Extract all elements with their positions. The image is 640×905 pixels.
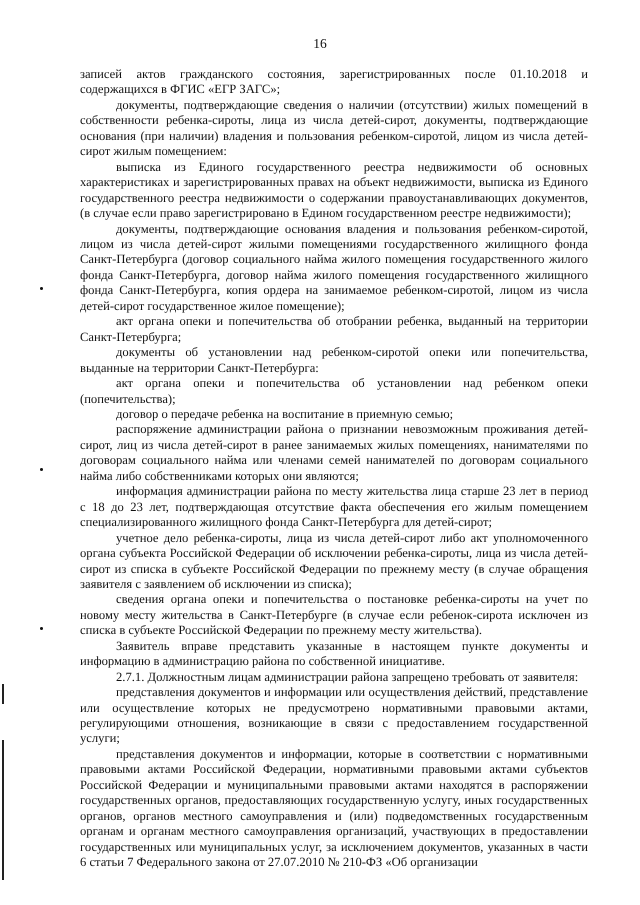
scan-edge-line: [2, 740, 4, 880]
paragraph: 2.7.1. Должностным лицам администрации района запрещено требовать от заявителя:: [116, 669, 579, 684]
paragraph: документы, подтверждающие основания владения и пользования ребенком-сиротой, лицом из числа детей-сирот жилыми помещениями государственного жилищного фонда Санкт-Петербурга (договор социального найма жилого помещения государственного жилого фонда Санкт-Петербурга, договор найма жилого помещения государственного жилищного фонда Санкт-Петербурга, копия ордера на занимаемое ребенком-сиротой, лицом из числа детей-сирот государственное жилое помещение);: [80, 221, 588, 313]
scan-speck: [40, 468, 43, 471]
paragraph: выписка из Единого государственного реестра недвижимости об основных характеристиках и зарегистрированных правах на объект недвижимости, выписка из Единого государственного реестра недвижимости о содержании правоустанавливающих документов, (в случае если право зарегистрировано в Едином государственном реестре недвижимости);: [80, 159, 588, 221]
scan-speck: [40, 627, 43, 630]
scan-edge-line: [2, 684, 4, 704]
paragraph: сведения органа опеки и попечительства о постановке ребенка-сироты на учет по новому месту жительства в Санкт-Петербурге (в случае если ребенок-сирота исключен из списка в субъекте Российской Федерации по прежнему месту жительства).: [80, 592, 588, 638]
paragraph: представления документов и информации, которые в соответствии с нормативными правовыми актами Российской Федерации, нормативными правовыми актами субъектов Российской Федерации и муниципальными правовыми актами находятся в распоряжении государственных органов, предоставляющих государственную услугу, иных государственных органов, органов местного самоуправления и (или) подведомственных государственным органам и органам местного самоуправления организаций, участвующих в предоставлении государственных или муниципальных услуг, за исключением документов, указанных в части 6 статьи 7 Федерального закона от 27.07.2010 № 210-ФЗ «Об организации: [80, 746, 588, 870]
paragraph: акт органа опеки и попечительства об установлении над ребенком опеки (попечительства);: [80, 376, 588, 406]
paragraph: информация администрации района по месту жительства лица старше 23 лет в период с 18 до 23 лет, подтверждающая отсутствие факта обеспечения его жилым помещением специализированного жилищного фонда Санкт-Петербурга для детей-сирот;: [80, 484, 588, 530]
paragraph: распоряжение администрации района о признании невозможным проживания детей-сирот, лиц из числа детей-сирот в ранее занимаемых жилых помещениях, нанимателями по договорам социального найма или членами семей нанимателей по договорам социального найма либо собственниками которых они являются;: [80, 422, 588, 483]
paragraph: документы, подтверждающие сведения о наличии (отсутствии) жилых помещений в собственности ребенка-сироты, лица из числа детей-сирот, документы, подтверждающие основания (при наличии) владения и пользования ребенком-сиротой, лицом из числа детей-сирот жилым помещением:: [80, 97, 588, 159]
scan-speck: [40, 287, 43, 290]
paragraph: договор о передаче ребенка на воспитание в приемную семью;: [116, 406, 454, 421]
paragraph: акт органа опеки и попечительства об отобрании ребенка, выданный на территории Санкт-Петербурга;: [80, 314, 588, 344]
paragraph: документы об установлении над ребенком-сиротой опеки или попечительства, выданные на территории Санкт-Петербурга:: [80, 345, 588, 375]
paragraph: учетное дело ребенка-сироты, лица из числа детей-сирот либо акт уполномоченного органа субъекта Российской Федерации об исключении ребенка-сироты, лица из числа детей-сирот из списка в субъекте Российской Федерации по прежнему месту (в случае обращения заявителя с заявлением об исключении из списка);: [80, 530, 588, 591]
body-text: [80, 67, 588, 871]
page-number: 16: [313, 36, 327, 51]
paragraph: Заявитель вправе представить указанные в настоящем пункте документы и информацию в администрацию района по собственной инициативе.: [80, 638, 588, 669]
paragraph: записей актов гражданского состояния, зарегистрированных после 01.10.2018 и содержащихся в ФГИС «ЕГР ЗАГС»;: [80, 67, 588, 97]
paragraph: представления документов и информации или осуществления действий, представление или осуществление которых не предусмотрено нормативными правовыми актами, регулирующими отношения, возникающие в связи с предоставлением государственной услуги;: [80, 685, 588, 746]
